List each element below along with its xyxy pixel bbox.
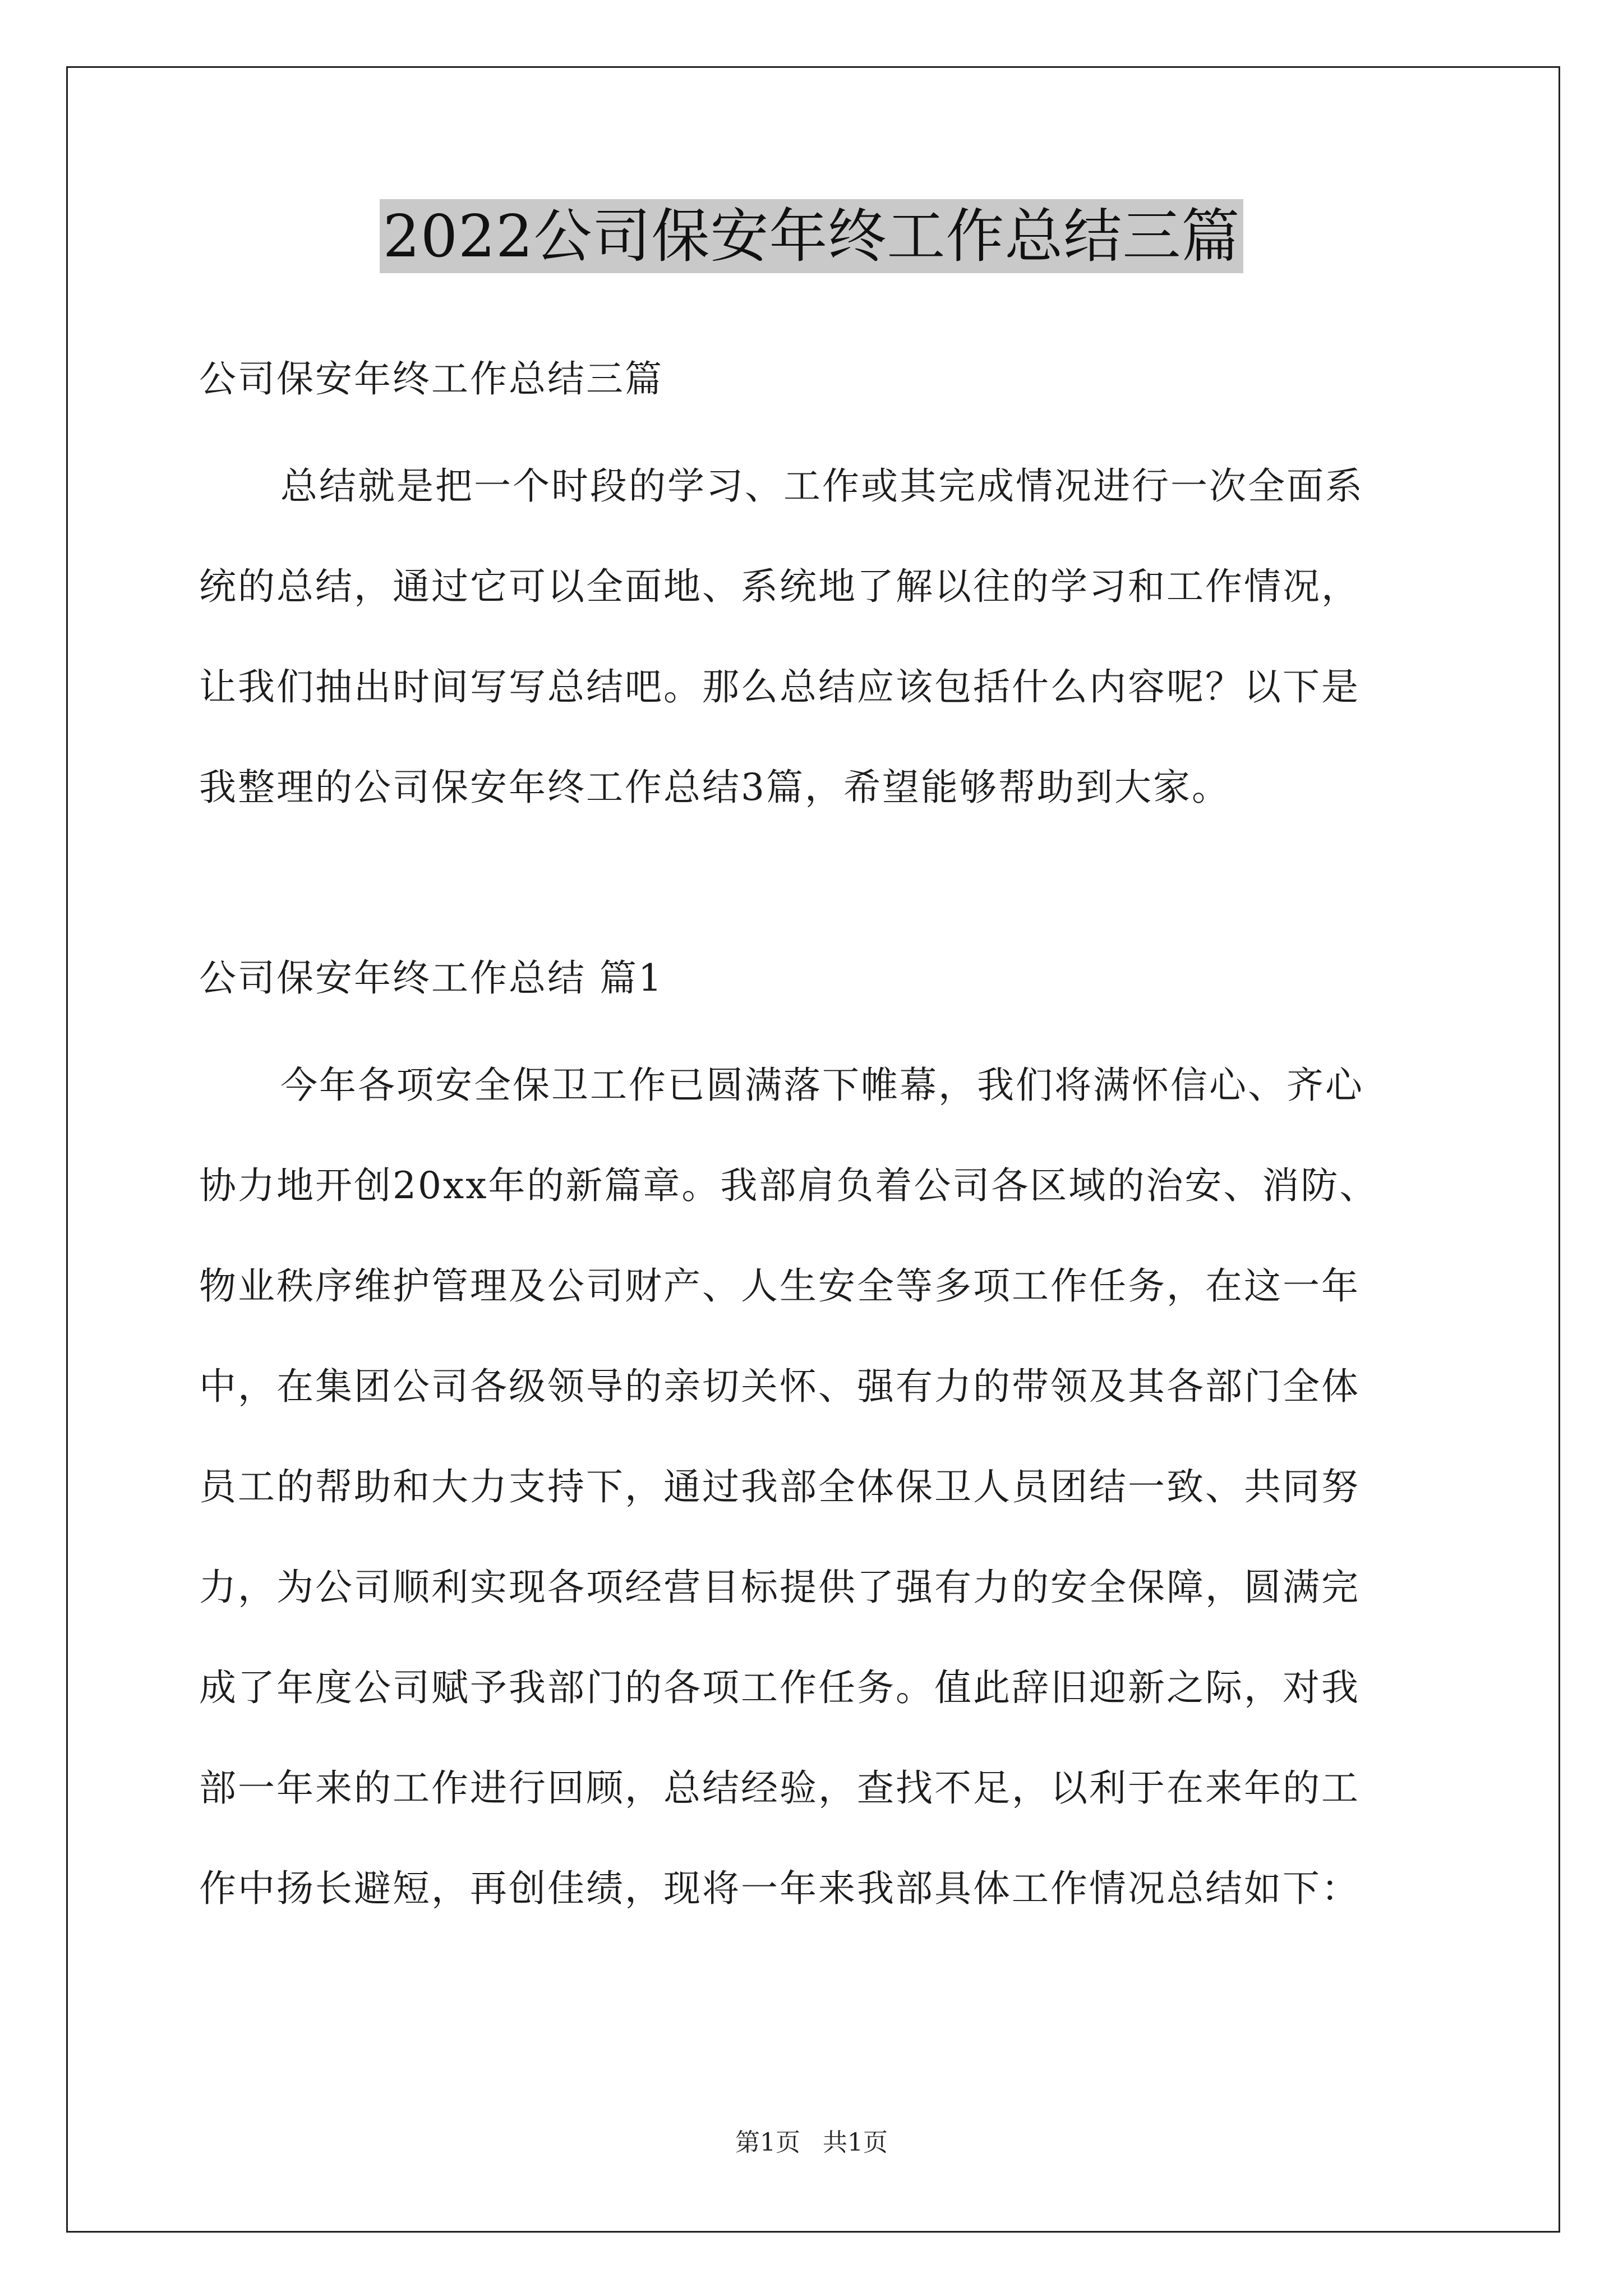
section-line: 中，在集团公司各级领导的亲切关怀、强有力的带领及其各部门全体 xyxy=(199,1365,1360,1408)
section-line: 今年各项安全保卫工作已圆满落下帷幕，我们将满怀信心、齐心 xyxy=(280,1064,1364,1107)
page-total: 共1页 xyxy=(823,2128,888,2157)
title-container xyxy=(0,199,1623,273)
page-footer xyxy=(0,2126,1623,2160)
subtitle: 公司保安年终工作总结三篇 xyxy=(199,357,663,401)
section-line: 员工的帮助和大力支持下，通过我部全体保卫人员团结一致、共同努 xyxy=(199,1465,1360,1508)
intro-line: 让我们抽出时间写写总结吧。那么总结应该包括什么内容呢？以下是 xyxy=(199,665,1360,708)
section-line: 成了年度公司赋予我部门的各项工作任务。值此辞旧迎新之际，对我 xyxy=(199,1666,1360,1709)
section-line: 协力地开创20xx年的新篇章。我部肩负着公司各区域的治安、消防、 xyxy=(199,1164,1378,1207)
intro-line: 我整理的公司保安年终工作总结3篇，希望能够帮助到大家。 xyxy=(199,766,1230,809)
document-title: 2022公司保安年终工作总结三篇 xyxy=(380,199,1244,273)
intro-line: 统的总结，通过它可以全面地、系统地了解以往的学习和工作情况， xyxy=(199,565,1360,608)
section-heading: 公司保安年终工作总结 篇1 xyxy=(199,956,663,1000)
section-line: 力，为公司顺利实现各项经营目标提供了强有力的安全保障，圆满完 xyxy=(199,1566,1360,1609)
section-line: 作中扬长避短，再创佳绩，现将一年来我部具体工作情况总结如下： xyxy=(199,1867,1360,1910)
section-line: 部一年来的工作进行回顾，总结经验，查找不足，以利于在来年的工 xyxy=(199,1766,1360,1810)
intro-line: 总结就是把一个时段的学习、工作或其完成情况进行一次全面系 xyxy=(280,464,1364,508)
section-line: 物业秩序维护管理及公司财产、人生安全等多项工作任务，在这一年 xyxy=(199,1264,1360,1308)
page-number: 第1页 xyxy=(735,2128,800,2157)
